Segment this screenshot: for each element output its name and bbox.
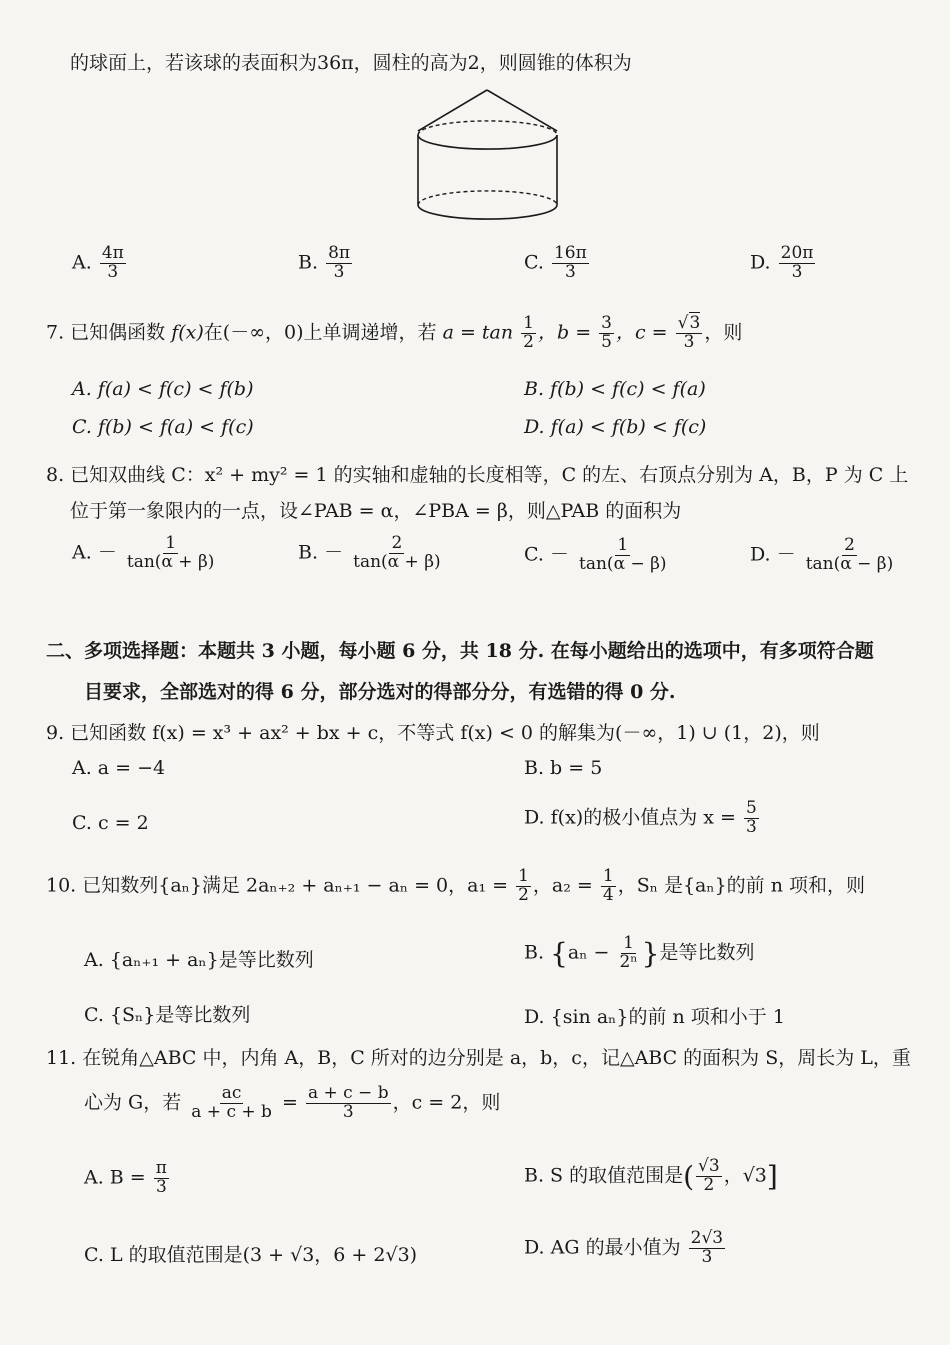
fraction: [696, 1158, 722, 1195]
option-letter: A.: [72, 251, 92, 274]
fraction: [779, 245, 816, 282]
denominator: tan(α − β): [579, 553, 667, 574]
fraction: [154, 1160, 169, 1197]
numerator: √3: [698, 1156, 720, 1176]
option-letter: B.: [524, 941, 545, 964]
q9-option-c[interactable]: C. c = 2: [72, 812, 149, 834]
numerator: 1: [623, 933, 634, 953]
denominator: 3: [107, 261, 119, 282]
fraction: [125, 535, 217, 572]
denominator: 3: [745, 816, 757, 837]
fraction: [100, 245, 126, 282]
numerator: ac: [221, 1083, 242, 1103]
cone-cylinder-figure: [405, 85, 570, 230]
q11-line2-tail: ，c = 2，则: [392, 1091, 501, 1114]
fraction: [552, 245, 589, 282]
numerator: √3: [677, 313, 701, 333]
q11-line2-pre: 心为 G，若: [84, 1091, 182, 1114]
q11-option-d[interactable]: [524, 1230, 727, 1267]
denominator: a + c + b: [191, 1101, 272, 1122]
q8-option-d[interactable]: [750, 537, 897, 574]
q10-stem: [46, 868, 865, 905]
fraction: [676, 315, 703, 352]
denominator: tan(α + β): [126, 551, 215, 572]
numerator: 1: [165, 533, 177, 553]
denominator: 3: [683, 331, 695, 352]
fraction: [189, 1085, 274, 1122]
option-text: aₙ −: [567, 941, 610, 964]
numerator: 16π: [553, 243, 587, 263]
fraction: [521, 315, 536, 352]
option-letter: C.: [524, 543, 544, 566]
right-bracket: ]: [766, 1159, 778, 1193]
q10-stem-mid: ，a₂ =: [532, 874, 593, 897]
denominator: 2: [523, 331, 534, 352]
numerator: 1: [518, 866, 529, 886]
option-letter: A.: [72, 541, 92, 564]
q7-prefix: 7. 已知偶函数: [46, 321, 166, 344]
q8-option-a[interactable]: [72, 535, 218, 572]
option-letter: D.: [750, 251, 771, 274]
denominator: 2: [518, 884, 529, 905]
numerator: 8π: [328, 243, 351, 263]
minus-sign: －: [776, 543, 796, 566]
option-letter: B.: [298, 541, 319, 564]
q8-stem-line1: 8. 已知双曲线 C：x² + my² = 1 的实轴和虚轴的长度相等，C 的左、右顶点分别为 A，B，P 为 C 上: [46, 464, 909, 486]
option-text: D. AG 的最小值为: [524, 1236, 681, 1259]
q11-stem-line1: 11. 在锐角△ABC 中，内角 A，B，C 所对的边分别是 a，b，c，记△ABC 的面积为 S，周长为 L，重: [46, 1047, 911, 1069]
option-letter: B.: [298, 251, 319, 274]
fraction: [351, 535, 443, 572]
q8-option-c[interactable]: [524, 537, 671, 574]
q6-option-d[interactable]: [750, 245, 817, 282]
denominator: 2ⁿ: [619, 951, 638, 972]
denominator: tan(α + β): [353, 551, 441, 572]
denominator: 3: [342, 1101, 354, 1122]
fraction: [516, 868, 531, 905]
denominator: 3: [564, 261, 576, 282]
q11-option-b[interactable]: [524, 1158, 778, 1195]
option-text: D. f(x)的极小值点为 x =: [524, 806, 736, 829]
left-paren: (: [683, 1159, 695, 1193]
numerator: π: [155, 1158, 167, 1178]
numerator: 2: [844, 535, 855, 555]
denominator: 3: [333, 261, 345, 282]
fraction: [744, 800, 759, 837]
q7-fx: f(x): [171, 321, 204, 344]
q10-option-d[interactable]: D. {sin aₙ}的前 n 项和小于 1: [524, 1006, 785, 1028]
q7-option-b[interactable]: B. f(b) < f(c) < f(a): [524, 378, 706, 400]
option-text: A. B =: [84, 1166, 146, 1189]
option-tail: 是等比数列: [659, 941, 755, 964]
option-tail: ，√3: [723, 1164, 767, 1187]
minus-sign: －: [324, 541, 344, 564]
q6-option-a[interactable]: [72, 245, 128, 282]
fraction: [599, 315, 614, 352]
q7-tail: ，则: [704, 321, 743, 344]
fraction: [326, 245, 352, 282]
numerator: 4π: [101, 243, 124, 263]
fraction: [689, 1230, 725, 1267]
option-letter: C.: [524, 251, 544, 274]
fraction: [601, 868, 616, 905]
numerator: 1: [617, 535, 629, 555]
q7-c-eq: ，c =: [616, 321, 668, 344]
q7-b-eq: ，b =: [538, 321, 592, 344]
fraction: [617, 935, 639, 972]
section2-heading-line2: 目要求，全部选对的得 6 分，部分选对的得部分分，有选错的得 0 分.: [84, 681, 676, 703]
q10-option-a[interactable]: A. {aₙ₊₁ + aₙ}是等比数列: [84, 949, 314, 971]
denominator: 3: [701, 1246, 713, 1267]
denominator: 4: [602, 884, 614, 905]
q7-stem: [46, 315, 742, 352]
q8-stem-line2: 位于第一象限内的一点，设∠PAB = α，∠PBA = β，则△PAB 的面积为: [70, 500, 682, 522]
equals-sign: =: [281, 1091, 298, 1114]
numerator: a + c − b: [307, 1083, 389, 1103]
numerator: 2: [391, 533, 403, 553]
denominator: 3: [155, 1176, 167, 1197]
section2-heading-line1: 二、多项选择题：本题共 3 小题，每小题 6 分，共 18 分. 在每小题给出的选项中，有多项符合题: [46, 640, 874, 662]
q11-option-c[interactable]: C. L 的取值范围是(3 + √3，6 + 2√3): [84, 1244, 418, 1266]
q9-stem: 9. 已知函数 f(x) = x³ + ax² + bx + c，不等式 f(x) < 0 的解集为(－∞，1) ∪ (1，2)，则: [46, 722, 820, 744]
fraction: [306, 1085, 391, 1122]
q6-stem-tail: 的球面上，若该球的表面积为36π，圆柱的高为2，则圆锥的体积为: [70, 52, 632, 74]
q9-option-b[interactable]: B. b = 5: [524, 757, 603, 779]
numerator: 1: [523, 313, 534, 333]
q11-stem-line2: [84, 1085, 500, 1122]
q10-stem-tail: ，Sₙ 是{aₙ}的前 n 项和，则: [617, 874, 866, 897]
fraction: [577, 537, 669, 574]
denominator: tan(α − β): [805, 553, 894, 574]
q9-option-a[interactable]: A. a = −4: [72, 757, 166, 779]
q10-option-c[interactable]: C. {Sₙ}是等比数列: [84, 1004, 251, 1026]
numerator: 1: [602, 866, 614, 886]
q8-option-b[interactable]: [298, 535, 445, 572]
minus-sign: －: [97, 541, 117, 564]
fraction: [804, 537, 896, 574]
numerator: 3: [601, 313, 612, 333]
numerator: 5: [745, 798, 757, 818]
denominator: 3: [791, 261, 803, 282]
q7-option-a[interactable]: A. f(a) < f(c) < f(b): [72, 378, 254, 400]
q7-option-d[interactable]: D. f(a) < f(b) < f(c): [524, 416, 707, 438]
q11-option-a[interactable]: [84, 1160, 171, 1197]
left-brace: {: [550, 936, 568, 970]
q7-a-eq: a = tan: [442, 321, 514, 344]
q10-option-b[interactable]: [524, 935, 754, 972]
numerator: 20π: [780, 243, 814, 263]
denominator: 2: [703, 1174, 715, 1195]
right-brace: }: [641, 936, 660, 970]
option-text: B. S 的取值范围是: [524, 1164, 684, 1187]
minus-sign: －: [549, 543, 569, 566]
q9-option-d[interactable]: [524, 800, 761, 837]
q7-text: 在(－∞，0)上单调递增，若: [203, 321, 437, 344]
numerator: 2√3: [690, 1228, 724, 1248]
q10-stem-pre: 10. 已知数列{aₙ}满足 2aₙ₊₂ + aₙ₊₁ − aₙ = 0，a₁ =: [46, 874, 509, 897]
q7-option-c[interactable]: C. f(b) < f(a) < f(c): [72, 416, 254, 438]
option-letter: D.: [750, 543, 771, 566]
denominator: 5: [601, 331, 612, 352]
radicand: 3: [689, 313, 701, 333]
q6-option-c[interactable]: [524, 245, 591, 282]
q6-option-b[interactable]: [298, 245, 354, 282]
